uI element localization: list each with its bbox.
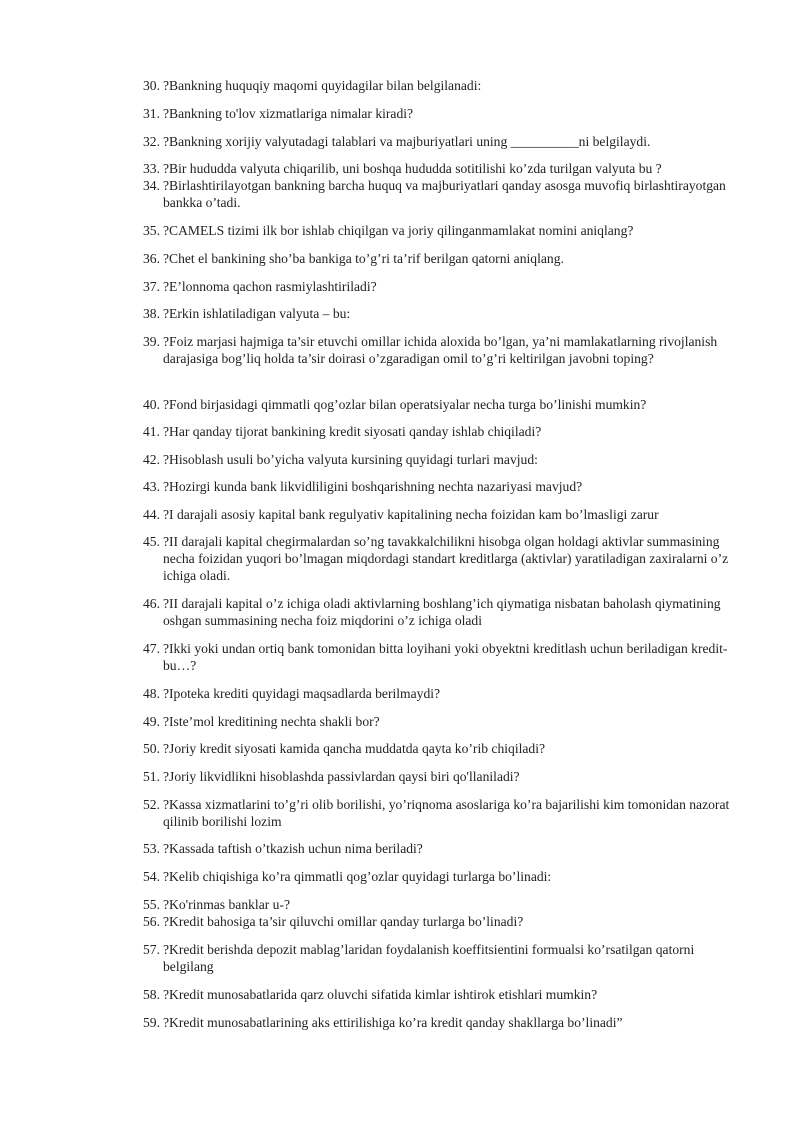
question-number: 32. [143, 134, 160, 149]
question-text: ?Kelib chiqishiga ko’ra qimmatli qog’ozlar quyidagi turlarga bo’linadi: [163, 869, 552, 884]
question-number: 44. [143, 507, 160, 522]
question-text: ?Foiz marjasi hajmiga ta’sir etuvchi omillar ichida aloxida bo’lgan, ya’ni mamlakatlarning rivojlanish darajasiga bog’liq holda ta’sir doirasi o’zgaradigan omil to’g’ri keltirilgan javobni toping? [163, 334, 718, 366]
question-text: ?Ipoteka krediti quyidagi maqsadlarda berilmaydi? [163, 686, 441, 701]
question-number: 58. [143, 987, 160, 1002]
question-text: ?Bankning xorijiy valyutadagi talablari va majburiyatlari uning __________ni belgilaydi. [163, 134, 651, 149]
question-number: 51. [143, 769, 160, 784]
question-text: ?Har qanday tijorat bankining kredit siyosati qanday ishlab chiqiladi? [163, 424, 542, 439]
question-text: ?Birlashtirilayotgan bankning barcha huquq va majburiyatlari qanday asosga muvofiq birlashtirayotgan bankka o’tadi. [163, 178, 726, 210]
question-number: 57. [143, 942, 160, 957]
question-number: 45. [143, 534, 160, 549]
question-text: ?Joriy kredit siyosati kamida qancha muddatda qayta ko’rib chiqiladi? [163, 741, 546, 756]
question-number: 43. [143, 479, 160, 494]
question-text: ?Kredit berishda depozit mablag’laridan foydalanish koeffitsientini formualsi ko’rsatilgan qatorni belgilang [163, 942, 695, 974]
question-number: 54. [143, 869, 160, 884]
question-number: 38. [143, 306, 160, 321]
question-text: ?Hozirgi kunda bank likvidliligini boshqarishning nechta nazariyasi mavjud? [163, 479, 583, 494]
question-number: 37. [143, 279, 160, 294]
question-number: 55. [143, 897, 160, 912]
question-number: 33. [143, 161, 160, 176]
question-text: ?I darajali asosiy kapital bank regulyativ kapitalining necha foizidan kam bo’lmasligi zarur [163, 507, 659, 522]
question-text: ?E’lonnoma qachon rasmiylashtiriladi? [163, 279, 377, 294]
question-number: 56. [143, 914, 160, 929]
question-text: ?Ikki yoki undan ortiq bank tomonidan bitta loyihani yoki obyektni kreditlash uchun beriladigan kredit- bu…? [163, 641, 728, 673]
question-number: 41. [143, 424, 160, 439]
question-number: 35. [143, 223, 160, 238]
question-text: ?II darajali kapital chegirmalardan so’ng tavakkalchilikni hisobga olgan holdagi aktivlar summasining necha foizidan yuqori bo’lmagan miqdordagi standart kreditlarga (aktivlar) yaratiladigan zaxiralarni o’z ichiga oladi. [163, 534, 729, 583]
question-number: 49. [143, 714, 160, 729]
question-text: ?Joriy likvidlikni hisoblashda passivlardan qaysi biri qo'llaniladi? [163, 769, 520, 784]
question-text: ?Bir hududda valyuta chiqarilib, uni boshqa hududda sotitilishi ko’zda turilgan valyuta bu ? [163, 161, 662, 176]
question-number: 36. [143, 251, 160, 266]
question-text: ?Ko'rinmas banklar u-? [163, 897, 291, 912]
question-number: 34. [143, 178, 160, 193]
question-number: 40. [143, 397, 160, 412]
question-text: ?Erkin ishlatiladigan valyuta – bu: [163, 306, 351, 321]
question-number: 30. [143, 78, 160, 93]
question-text: ?Iste’mol kreditining nechta shakli bor? [163, 714, 380, 729]
question-number: 47. [143, 641, 160, 656]
question-text: ?Fond birjasidagi qimmatli qog’ozlar bilan operatsiyalar necha turga bo’linishi mumkin? [163, 397, 647, 412]
question-number: 59. [143, 1015, 160, 1030]
question-text: ?Chet el bankining sho’ba bankiga to’g’ri ta’rif berilgan qatorni aniqlang. [163, 251, 564, 266]
question-number: 48. [143, 686, 160, 701]
question-text: ?Hisoblash usuli bo’yicha valyuta kursining quyidagi turlari mavjud: [163, 452, 538, 467]
question-text: ?Bankning huquqiy maqomi quyidagilar bilan belgilanadi: [163, 78, 482, 93]
question-text: ?Kassa xizmatlarini to’g’ri olib borilishi, yo’riqnoma asoslariga ko’ra bajarilishi kim tomonidan nazorat qilinib borilishi lozim [163, 797, 730, 829]
question-number: 53. [143, 841, 160, 856]
question-text: ?Kredit bahosiga ta’sir qiluvchi omillar qanday turlarga bo’linadi? [163, 914, 524, 929]
question-number: 50. [143, 741, 160, 756]
question-text: ?II darajali kapital o’z ichiga oladi aktivlarning boshlang’ich qiymatiga nisbatan baholash qiymatining oshgan summasining necha foiz miqdorini o’z ichiga oladi [163, 596, 721, 628]
question-number: 39. [143, 334, 160, 349]
question-number: 42. [143, 452, 160, 467]
question-text: ?Kassada taftish o’tkazish uchun nima beriladi? [163, 841, 423, 856]
question-text: ?CAMELS tizimi ilk bor ishlab chiqilgan va joriy qilinganmamlakat nomini aniqlang? [163, 223, 634, 238]
question-number: 52. [143, 797, 160, 812]
question-number: 46. [143, 596, 160, 611]
question-text: ?Bankning to'lov xizmatlariga nimalar kiradi? [163, 106, 414, 121]
question-number: 31. [143, 106, 160, 121]
question-text: ?Kredit munosabatlarining aks ettirilishiga ko’ra kredit qanday shakllarga bo’linadi” [163, 1015, 623, 1030]
question-text: ?Kredit munosabatlarida qarz oluvchi sifatida kimlar ishtirok etishlari mumkin? [163, 987, 598, 1002]
